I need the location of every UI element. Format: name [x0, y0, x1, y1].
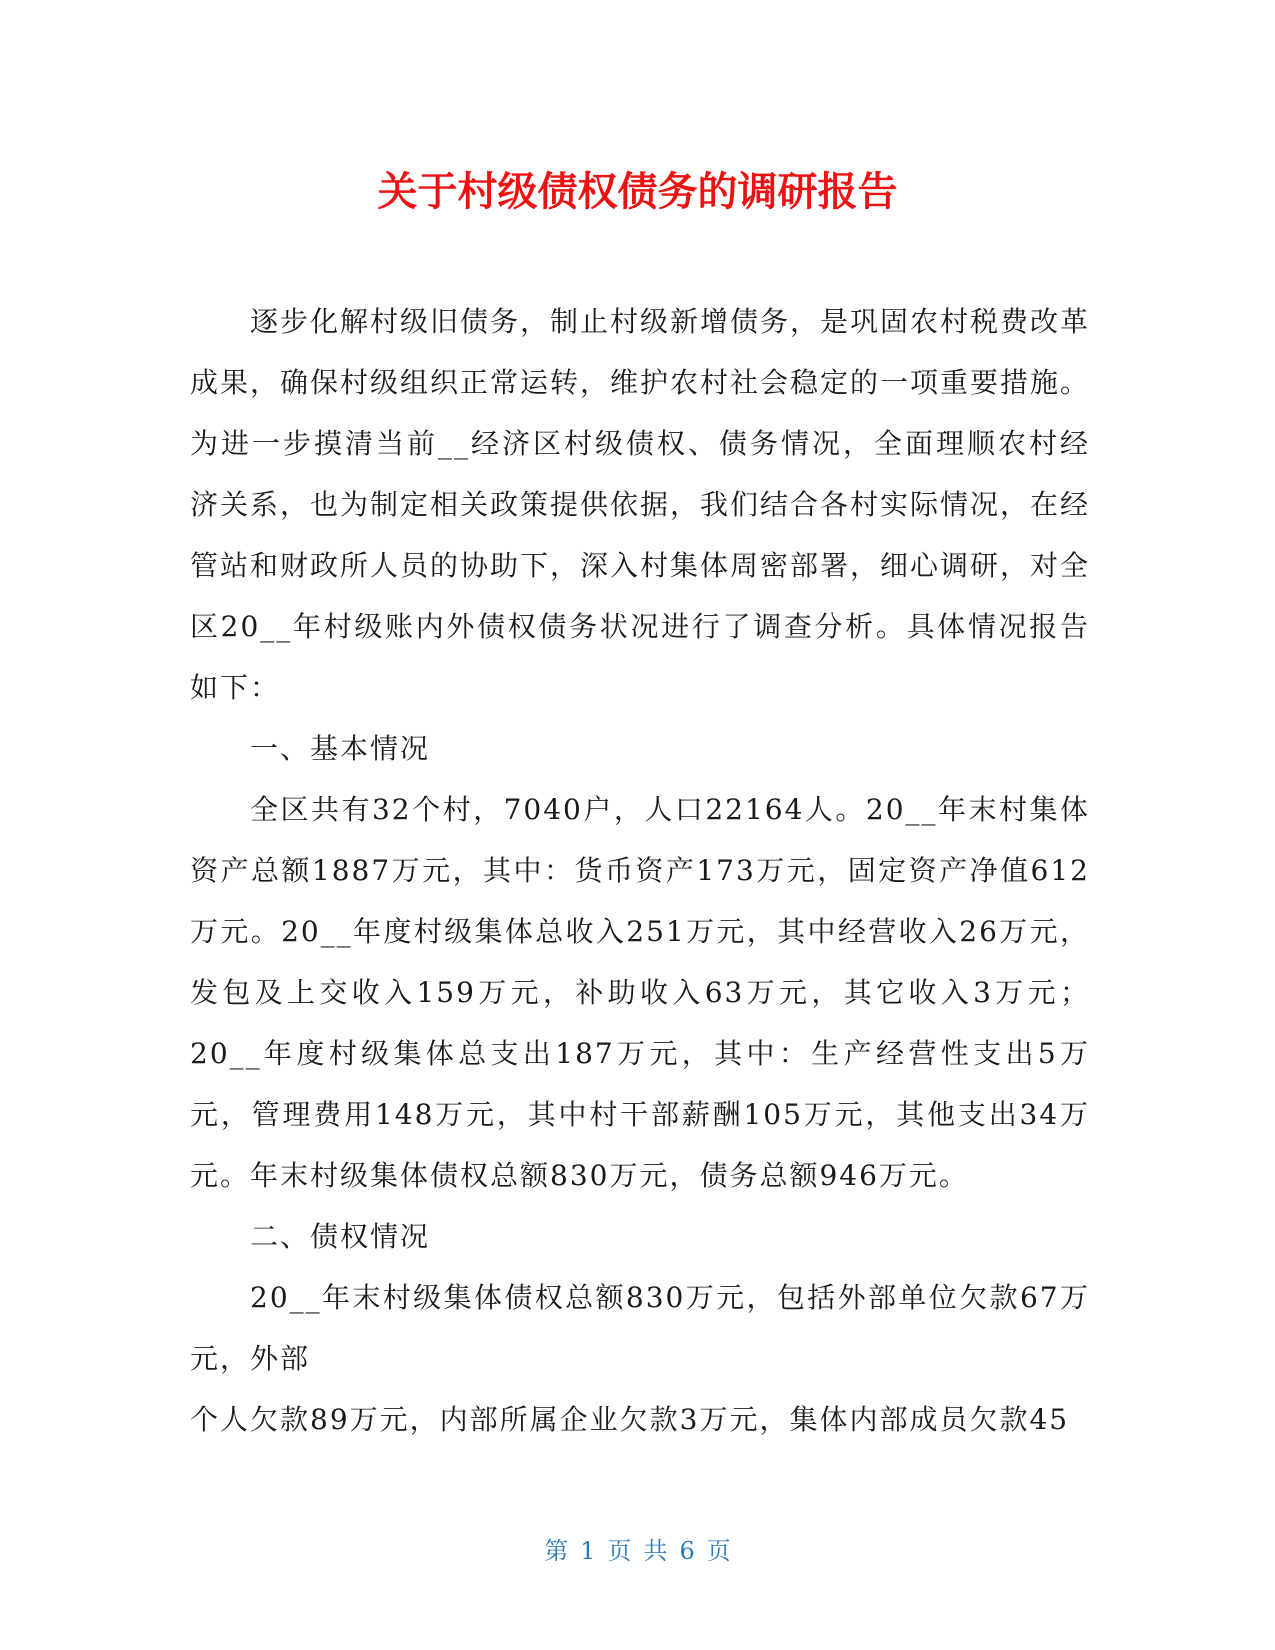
- section-heading-basic: 一、基本情况: [250, 732, 431, 765]
- claims-paragraph-part1: 20__年末村级集体债权总额830万元，包括外部单位欠款67万元，外部: [190, 1281, 1090, 1375]
- footer-total-prefix: 共: [643, 1537, 668, 1565]
- page-footer: [0, 1535, 1275, 1567]
- footer-page-prefix: 第: [544, 1537, 569, 1565]
- footer-total-suffix: 页: [706, 1537, 731, 1565]
- document-title: 关于村级债权债务的调研报告: [377, 169, 898, 215]
- footer-total-pages: 6: [679, 1537, 695, 1565]
- claims-paragraph-part2: 个人欠款89万元，内部所属企业欠款3万元，集体内部成员欠款45: [190, 1403, 1070, 1436]
- basic-situation-paragraph: 全区共有32个村，7040户，人口22164人。20__年末村集体资产总额1887万元，其中：货币资产173万元，固定资产净值612万元。20__年度村级集体总收入251万元，其中经营收入26万元，发包及上交收入159万元，补助收入63万元，其它收入3万元；20__年度村级集体总支出187万元，其中：生产经营性支出5万元，管理费用148万元，其中村干部薪酬105万元，其他支出34万元。年末村级集体债权总额830万元，债务总额946万元。: [190, 793, 1090, 1192]
- footer-page-mid: 页: [607, 1537, 632, 1565]
- intro-paragraph: 逐步化解村级旧债务，制止村级新增债务，是巩固农村税费改革成果，确保村级组织正常运转，维护农村社会稳定的一项重要措施。为进一步摸清当前__经济区村级债权、债务情况，全面理顺农村经济关系，也为制定相关政策提供依据，我们结合各村实际情况，在经管站和财政所人员的协助下，深入村集体周密部署，细心调研，对全区20__年村级账内外债权债务状况进行了调查分析。具体情况报告如下：: [190, 305, 1091, 704]
- section-heading-claims: 二、债权情况: [250, 1220, 431, 1253]
- document-body: [190, 291, 1090, 1450]
- footer-current-page: 1: [580, 1537, 596, 1565]
